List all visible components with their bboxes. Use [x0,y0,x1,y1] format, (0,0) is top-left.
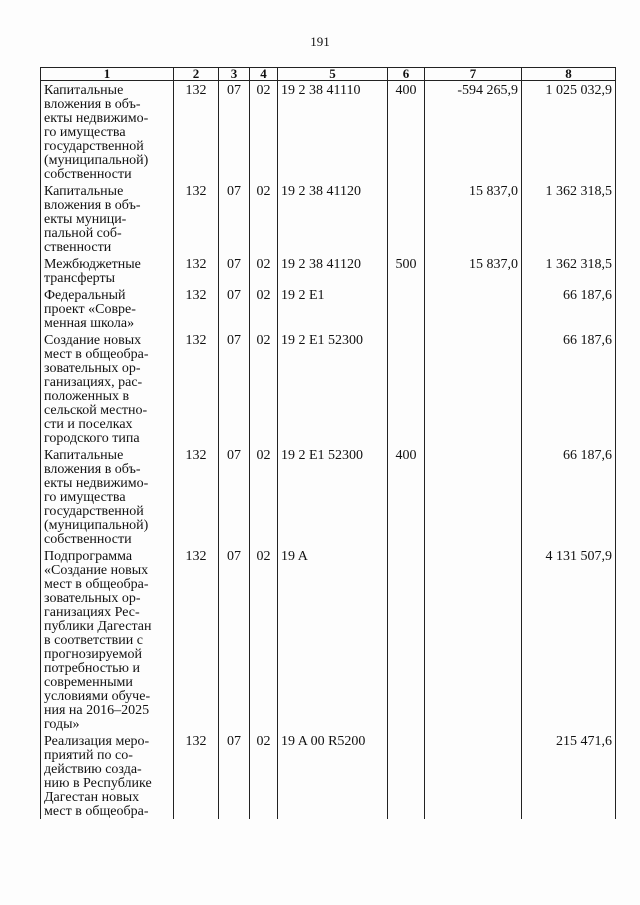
cell-target-article: 19 A 00 R5200 [278,732,388,819]
cell-total-amount: 66 187,6 [522,331,616,446]
table-row [41,331,616,446]
column-header: 1 [41,68,174,81]
table-header-row [41,68,616,81]
table-row [41,732,616,819]
cell-change-amount [425,547,522,732]
cell-target-article: 19 2 E1 [278,286,388,331]
column-header: 8 [522,68,616,81]
cell-expense-type: 400 [388,81,425,183]
table-row [41,182,616,255]
cell-subsection: 02 [250,286,278,331]
row-name: Федеральный проект «Совре- менная школа» [41,286,174,331]
cell-subsection: 02 [250,732,278,819]
page-number: 191 [310,34,330,49]
cell-change-amount [425,446,522,547]
cell-subsection: 02 [250,255,278,286]
cell-target-article: 19 2 38 41120 [278,255,388,286]
cell-subsection: 02 [250,182,278,255]
cell-change-amount: 15 837,0 [425,255,522,286]
cell-ministry-code: 132 [174,182,219,255]
cell-change-amount [425,286,522,331]
cell-ministry-code: 132 [174,547,219,732]
cell-subsection: 02 [250,446,278,547]
cell-ministry-code: 132 [174,331,219,446]
budget-table [40,67,616,819]
cell-expense-type [388,547,425,732]
cell-ministry-code: 132 [174,286,219,331]
cell-ministry-code: 132 [174,732,219,819]
cell-section: 07 [219,331,250,446]
row-name: Капитальные вложения в объ- екты недвижимо- го имущества государственной (муниципальной) собственности [41,81,174,183]
row-name: Межбюджетные трансферты [41,255,174,286]
cell-subsection: 02 [250,331,278,446]
cell-total-amount: 4 131 507,9 [522,547,616,732]
row-name: Капитальные вложения в объ- екты недвижимо- го имущества государственной (муниципальной) собственности [41,446,174,547]
cell-section: 07 [219,286,250,331]
cell-expense-type [388,286,425,331]
cell-expense-type: 500 [388,255,425,286]
cell-section: 07 [219,182,250,255]
column-header: 5 [278,68,388,81]
cell-total-amount: 1 362 318,5 [522,182,616,255]
cell-expense-type [388,182,425,255]
cell-section: 07 [219,446,250,547]
cell-ministry-code: 132 [174,81,219,183]
table-row [41,81,616,183]
cell-total-amount: 66 187,6 [522,286,616,331]
row-name: Реализация меро- приятий по со- действию созда- нию в Республике Дагестан новых мест в общеобра- [41,732,174,819]
cell-ministry-code: 132 [174,446,219,547]
cell-change-amount: 15 837,0 [425,182,522,255]
column-header: 6 [388,68,425,81]
cell-target-article: 19 2 E1 52300 [278,446,388,547]
cell-total-amount: 1 025 032,9 [522,81,616,183]
cell-expense-type [388,732,425,819]
row-name: Капитальные вложения в объ- екты муници- пальной соб- ственности [41,182,174,255]
table-row [41,286,616,331]
cell-expense-type: 400 [388,446,425,547]
cell-target-article: 19 2 38 41110 [278,81,388,183]
cell-expense-type [388,331,425,446]
row-name: Создание новых мест в общеобра- зовательных ор- ганизациях, рас- положенных в сельской местно- сти и поселках городского типа [41,331,174,446]
table-row [41,255,616,286]
column-header: 7 [425,68,522,81]
cell-subsection: 02 [250,81,278,183]
table-row [41,446,616,547]
cell-section: 07 [219,732,250,819]
cell-change-amount [425,331,522,446]
table-row [41,547,616,732]
cell-total-amount: 1 362 318,5 [522,255,616,286]
column-header: 3 [219,68,250,81]
column-header: 4 [250,68,278,81]
cell-section: 07 [219,255,250,286]
cell-target-article: 19 A [278,547,388,732]
cell-change-amount [425,732,522,819]
cell-subsection: 02 [250,547,278,732]
cell-target-article: 19 2 38 41120 [278,182,388,255]
cell-section: 07 [219,81,250,183]
cell-target-article: 19 2 E1 52300 [278,331,388,446]
cell-total-amount: 66 187,6 [522,446,616,547]
cell-change-amount: -594 265,9 [425,81,522,183]
row-name: Подпрограмма «Создание новых мест в общеобра- зовательных ор- ганизациях Рес- публики Дагестан в соответствии с прогнозируемой потребностью и современными условиями обуче- ния на 2016–2025 годы» [41,547,174,732]
cell-total-amount: 215 471,6 [522,732,616,819]
column-header: 2 [174,68,219,81]
cell-section: 07 [219,547,250,732]
cell-ministry-code: 132 [174,255,219,286]
